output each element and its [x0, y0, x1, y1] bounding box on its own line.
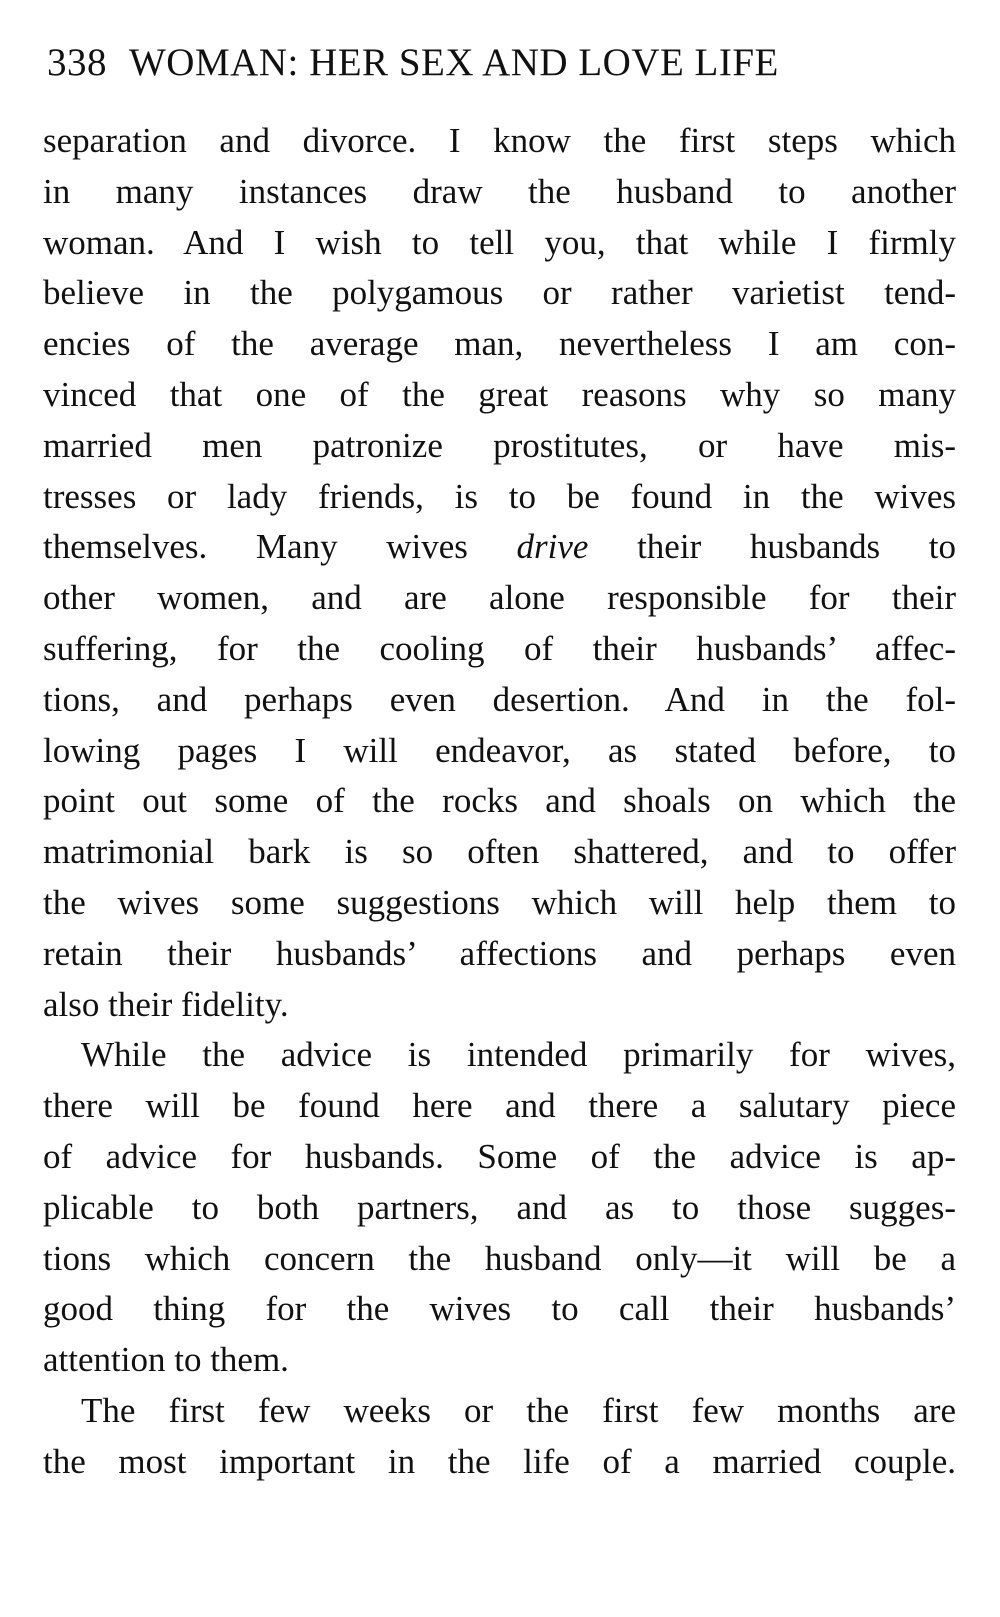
- text-line-with-italic: [43, 522, 956, 573]
- text-line: tions, and perhaps even desertion. And in the fol-: [43, 679, 956, 719]
- text-segment: themselves. Many wives: [43, 527, 517, 567]
- paragraph-1: [43, 116, 956, 1030]
- text-line: woman. And I wish to tell you, that while I firmly: [43, 222, 956, 262]
- text-line: separation and divorce. I know the first steps which: [43, 121, 956, 160]
- text-line: While the advice is intended primarily for wives,: [81, 1035, 956, 1075]
- text-line: matrimonial bark is so often shattered, and to offer: [43, 832, 956, 872]
- text-line: encies of the average man, nevertheless I am con-: [43, 324, 956, 364]
- text-line: also their fidelity.: [43, 984, 289, 1024]
- text-line: The first few weeks or the first few months are: [81, 1390, 956, 1430]
- text-line: suffering, for the cooling of their husbands’ affec-: [43, 628, 956, 668]
- text-line: the most important in the life of a married couple.: [43, 1441, 956, 1481]
- text-line: point out some of the rocks and shoals on which the: [43, 781, 956, 821]
- text-line: of advice for husbands. Some of the advice is ap-: [43, 1136, 956, 1176]
- book-title: WOMAN: HER SEX AND LOVE LIFE: [129, 41, 779, 84]
- text-segment: their husbands to: [588, 527, 957, 567]
- text-line: the wives some suggestions which will help them to: [43, 882, 956, 922]
- running-head: [47, 38, 927, 88]
- text-line: plicable to both partners, and as to those sugges-: [43, 1187, 956, 1227]
- text-line: believe in the polygamous or rather varietist tend-: [43, 273, 956, 313]
- text-line: in many instances draw the husband to another: [43, 171, 956, 211]
- text-line: retain their husbands’ affections and perhaps even: [43, 933, 956, 973]
- body-text: [43, 116, 956, 1488]
- text-line: other women, and are alone responsible for their: [43, 578, 956, 618]
- text-line: good thing for the wives to call their husbands’: [43, 1289, 956, 1329]
- paragraph-2: [43, 1030, 956, 1386]
- text-line: married men patronize prostitutes, or have mis-: [43, 425, 956, 465]
- text-line: lowing pages I will endeavor, as stated before, to: [43, 730, 956, 770]
- text-line: attention to them.: [43, 1340, 289, 1380]
- page-number: 338: [47, 41, 107, 84]
- paragraph-3: [43, 1386, 956, 1488]
- text-line: tresses or lady friends, is to be found in the wives: [43, 476, 956, 516]
- text-line: tions which concern the husband only—it will be a: [43, 1238, 956, 1278]
- italic-word: drive: [516, 527, 589, 567]
- text-line: there will be found here and there a salutary piece: [43, 1086, 956, 1126]
- text-line: vinced that one of the great reasons why so many: [43, 374, 956, 414]
